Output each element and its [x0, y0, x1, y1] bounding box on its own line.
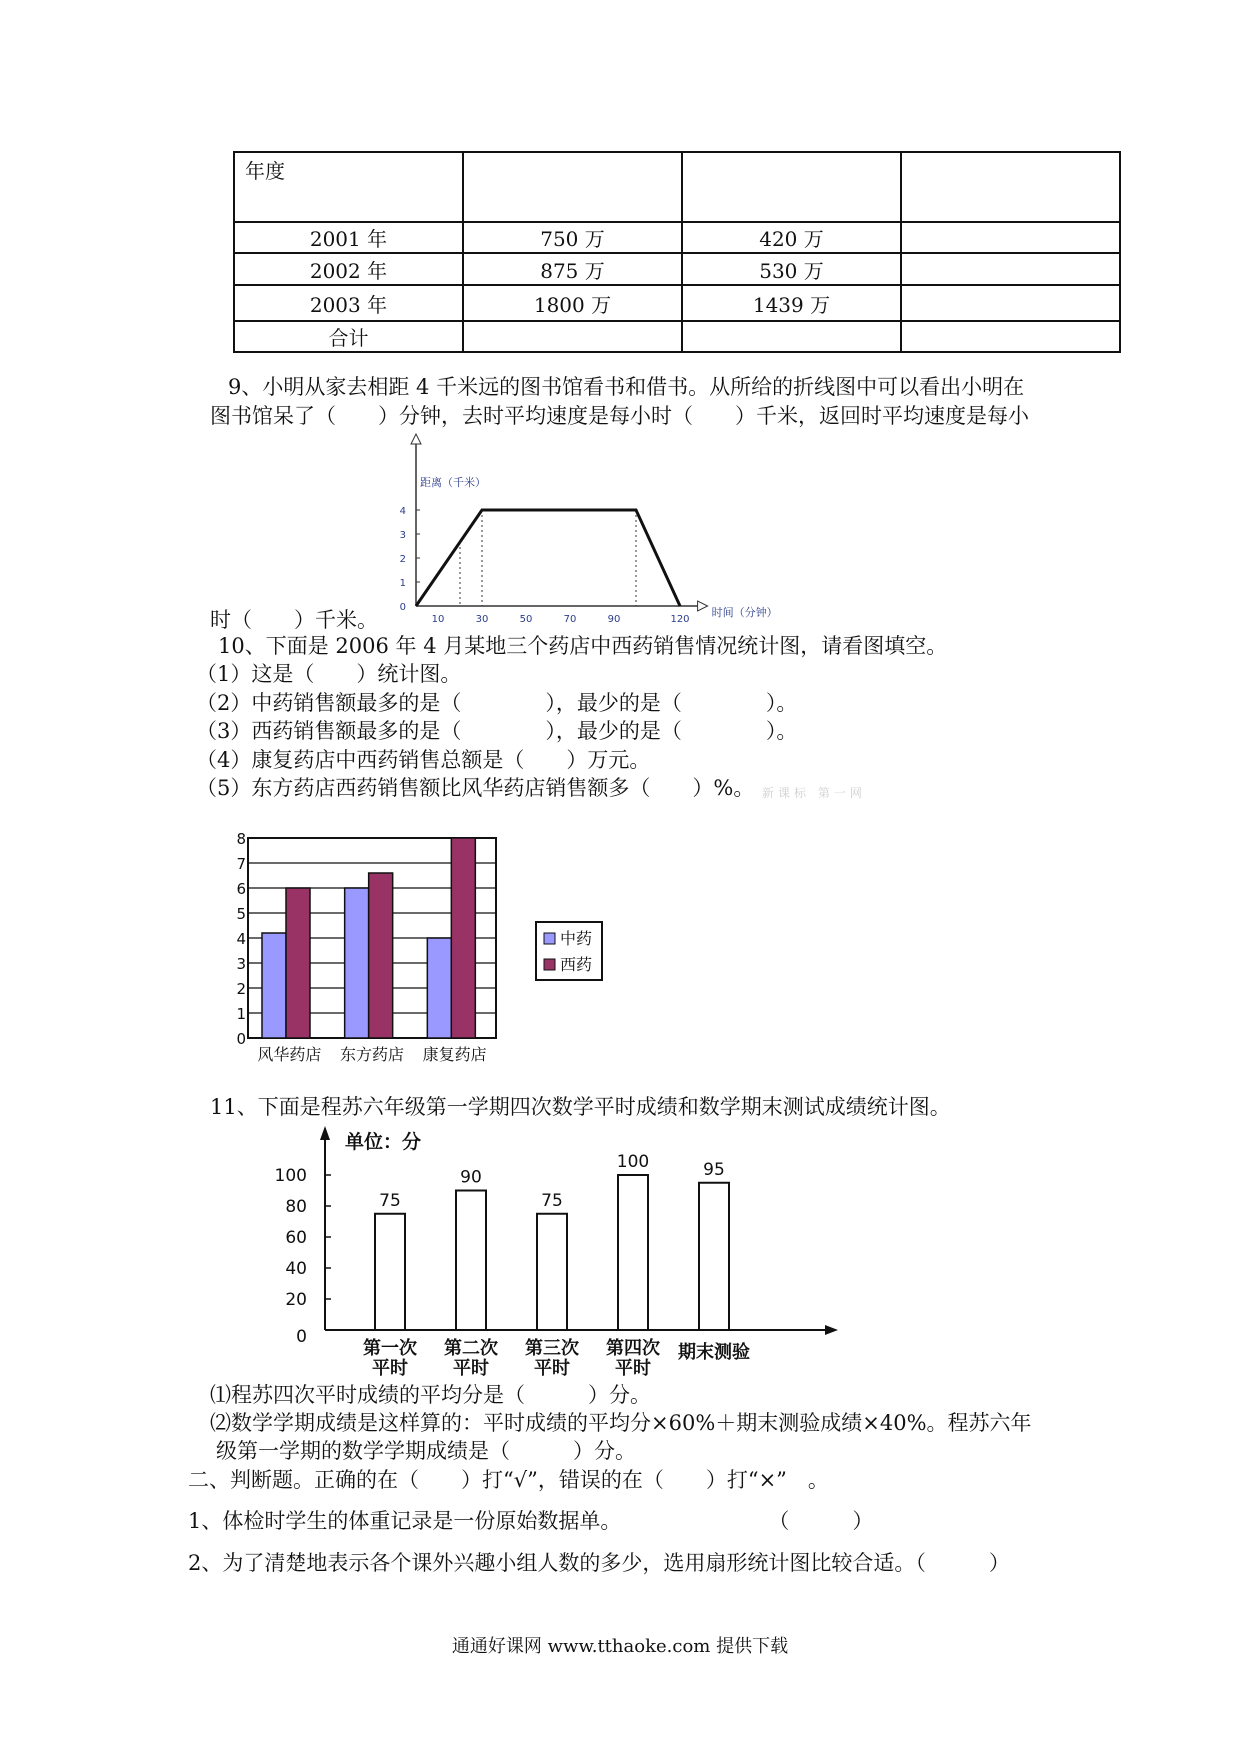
table-cell: 2003 年 — [234, 285, 463, 321]
category-label: 康复药店 — [422, 1045, 487, 1064]
table-cell: 合计 — [234, 321, 463, 352]
x-axis-label: 时间（分钟） — [711, 606, 778, 619]
q10-item-3: （3）西药销售额最多的是（ ），最少的是（ ）。 — [196, 719, 798, 743]
section2-item-2: 2、为了清楚地表示各个课外兴趣小组人数的多少，选用扇形统计图比较合适。（ ） — [188, 1551, 1010, 1575]
y-tick-label: 4 — [236, 930, 246, 948]
y-axis-arrow — [320, 1126, 330, 1140]
bar — [286, 888, 310, 1038]
legend-swatch — [544, 933, 555, 944]
table-cell: 530 万 — [682, 253, 901, 285]
table-row — [234, 222, 1120, 253]
section2-title: 二、判断题。正确的在（ ）打“√”，错误的在（ ）打“×” 。 — [188, 1468, 829, 1492]
table-cell: 750 万 — [463, 222, 682, 253]
y-tick-label: 20 — [285, 1290, 307, 1310]
unit-label: 单位：分 — [345, 1131, 422, 1153]
q11-sub2a: ⑵数学学期成绩是这样算的：平时成绩的平均分×60%＋期末测验成绩×40%。程苏六年 — [210, 1411, 1032, 1435]
category-label: 平时 — [453, 1358, 489, 1379]
y-tick-label: 1 — [236, 1005, 246, 1023]
y-tick-label: 0 — [296, 1327, 307, 1347]
data-label: 100 — [616, 1152, 650, 1172]
y-tick-label: 60 — [285, 1228, 307, 1248]
table-header-cell: 年度 — [234, 152, 463, 222]
q9-line3: 时（ ）千米。 — [210, 608, 378, 632]
table-cell — [901, 321, 1120, 352]
table-row — [234, 253, 1120, 285]
category-label: 第四次 — [606, 1338, 660, 1359]
bar — [451, 838, 475, 1038]
table-cell — [901, 222, 1120, 253]
table-cell — [682, 321, 901, 352]
table-cell: 2001 年 — [234, 222, 463, 253]
category-label: 东方药店 — [339, 1045, 405, 1064]
y-tick-label: 3 — [236, 955, 246, 973]
distance-time-chart — [380, 430, 778, 630]
x-axis-arrow — [698, 601, 708, 611]
y-tick-label: 7 — [236, 855, 246, 873]
category-label: 平时 — [372, 1358, 408, 1379]
category-label: 平时 — [615, 1358, 651, 1379]
x-tick-label: 90 — [607, 614, 621, 625]
table-cell: 875 万 — [463, 253, 682, 285]
data-label: 90 — [460, 1167, 482, 1188]
category-label: 第一次 — [363, 1338, 417, 1359]
table-header-cell — [901, 152, 1120, 222]
data-label: 75 — [541, 1190, 563, 1211]
y-tick-label: 3 — [399, 530, 406, 541]
y-tick-label: 6 — [236, 880, 246, 898]
table-header-cell — [682, 152, 901, 222]
table-row — [234, 321, 1120, 352]
table-cell — [901, 285, 1120, 321]
y-tick-label: 2 — [236, 980, 246, 998]
x-tick-label: 50 — [519, 614, 533, 625]
legend-swatch — [544, 959, 555, 970]
q11-sub2b: 级第一学期的数学学期成绩是（ ）分。 — [216, 1439, 636, 1463]
y-axis-arrow — [411, 434, 421, 444]
footer: 通通好课网 www.tthaoke.com 提供下载 — [451, 1636, 789, 1657]
y-tick-label: 8 — [236, 830, 246, 848]
y-tick-label: 0 — [236, 1030, 246, 1048]
legend-label: 中药 — [560, 929, 593, 948]
distance-line — [416, 510, 680, 606]
watermark-text: 新课标 第一网 — [762, 786, 866, 800]
category-label: 第三次 — [525, 1338, 579, 1359]
bar — [427, 938, 451, 1038]
y-axis-label: 距离（千米） — [420, 476, 486, 489]
data-label: 75 — [379, 1190, 401, 1211]
q10-item-4: （4）康复药店中西药销售总额是（ ）万元。 — [196, 748, 651, 772]
q10-title: 10、下面是 2006 年 4 月某地三个药店中西药销售情况统计图，请看图填空。 — [218, 634, 948, 658]
bar — [456, 1191, 486, 1331]
category-label: 第二次 — [444, 1338, 498, 1359]
section2-item-1: 1、体检时学生的体重记录是一份原始数据单。 （ ） — [188, 1509, 874, 1533]
table-cell: 420 万 — [682, 222, 901, 253]
x-tick-label: 70 — [563, 614, 577, 625]
category-label: 风华药店 — [257, 1045, 322, 1064]
x-tick-label: 120 — [670, 614, 690, 625]
x-axis-arrow — [825, 1325, 838, 1335]
x-tick-label: 10 — [431, 614, 445, 625]
q9-line2: 图书馆呆了（ ）分钟，去时平均速度是每小时（ ）千米，返回时平均速度是每小 — [210, 404, 1029, 428]
x-tick-label: 30 — [475, 614, 489, 625]
q10-item-1: （1）这是（ ）统计图。 — [196, 662, 462, 686]
data-label: 95 — [703, 1159, 725, 1180]
q11-sub1: ⑴程苏四次平时成绩的平均分是（ ）分。 — [210, 1383, 651, 1407]
score-chart — [270, 1120, 840, 1390]
y-tick-label: 5 — [236, 905, 246, 923]
category-label: 平时 — [534, 1358, 570, 1379]
q11-title: 11、下面是程苏六年级第一学期四次数学平时成绩和数学期末测试成绩统计图。 — [210, 1095, 951, 1119]
y-tick-label: 4 — [399, 506, 406, 517]
bar — [262, 933, 286, 1038]
y-tick-label: 1 — [399, 578, 406, 589]
sales-table — [233, 151, 1121, 353]
table-cell: 1800 万 — [463, 285, 682, 321]
bar — [537, 1214, 567, 1330]
y-tick-label: 2 — [399, 554, 406, 565]
bar — [369, 873, 393, 1038]
pharmacy-sales-chart — [236, 830, 620, 1070]
bar — [345, 888, 369, 1038]
table-header-cell — [463, 152, 682, 222]
table-cell: 2002 年 — [234, 253, 463, 285]
y-tick-label: 80 — [285, 1197, 307, 1217]
bar — [375, 1214, 405, 1330]
y-tick-label: 0 — [399, 602, 406, 613]
table-cell — [463, 321, 682, 352]
legend-label: 西药 — [560, 955, 593, 974]
q10-item-2: （2）中药销售额最多的是（ ），最少的是（ ）。 — [196, 691, 798, 715]
table-cell: 1439 万 — [682, 285, 901, 321]
q9-line1: 9、小明从家去相距 4 千米远的图书馆看书和借书。从所给的折线图中可以看出小明在 — [228, 375, 1025, 399]
bar — [699, 1183, 729, 1330]
y-tick-label: 40 — [285, 1259, 307, 1279]
table-row — [234, 285, 1120, 321]
table-cell — [901, 253, 1120, 285]
category-label: 期末测验 — [678, 1342, 750, 1363]
y-tick-label: 100 — [274, 1166, 307, 1186]
q10-item-5: （5）东方药店西药销售额比风华药店销售额多（ ）%。 — [196, 776, 755, 800]
bar — [618, 1175, 648, 1330]
